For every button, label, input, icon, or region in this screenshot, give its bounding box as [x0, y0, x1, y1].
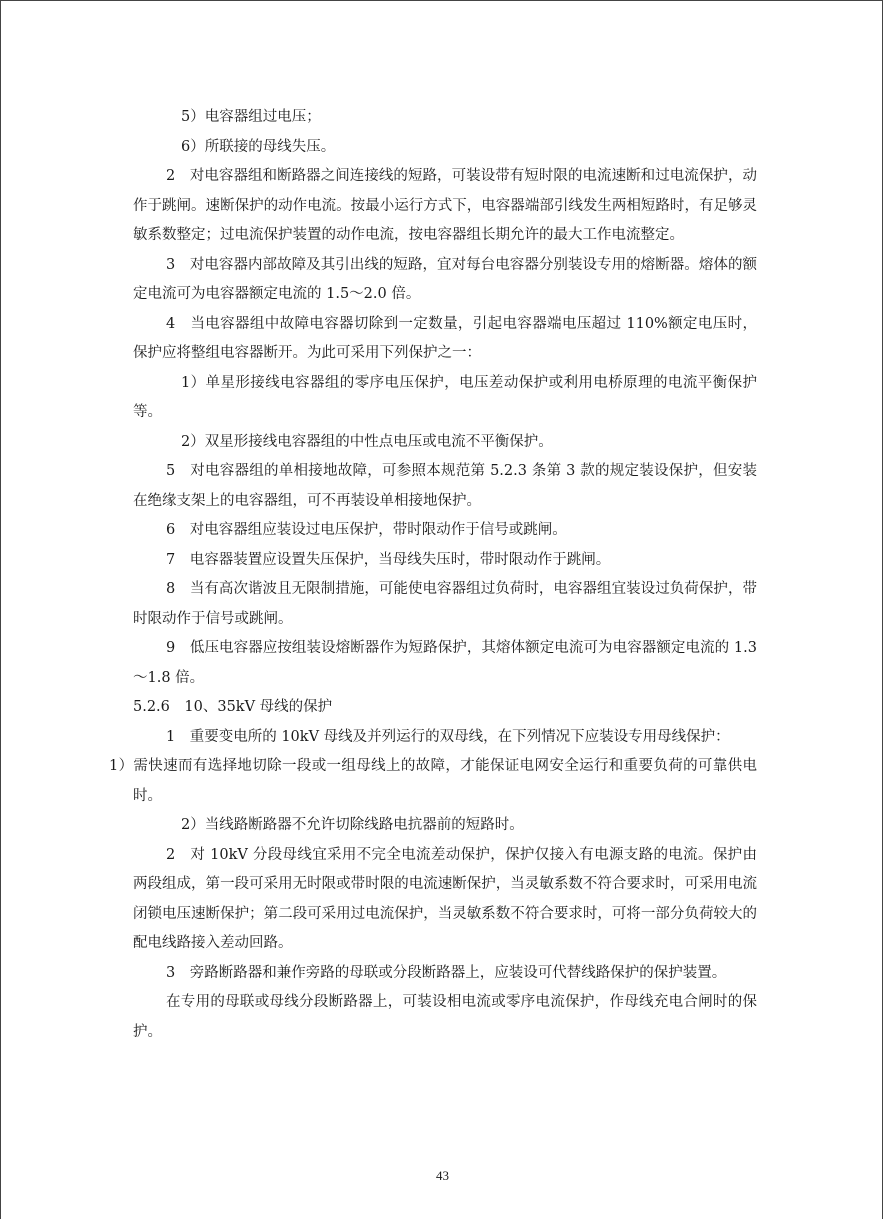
clause-paragraph: 9 低压电容器应按组装设熔断器作为短路保护，其熔体额定电流可为电容器额定电流的 1.3～1.8 倍。 [133, 640, 757, 686]
list-item: 6）所联接的母线失压。 [181, 138, 336, 155]
clause-paragraph: 3 对电容器内部故障及其引出线的短路，宜对每台电容器分别装设专用的熔断器。熔体的额定电流可为电容器额定电流的 1.5～2.0 倍。 [133, 256, 757, 302]
list-item: 1）单星形接线电容器组的零序电压保护，电压差动保护或利用电桥原理的电流平衡保护等。 [133, 374, 757, 420]
page-number: 43 [436, 1168, 449, 1183]
clause-paragraph: 在专用的母联或母线分段断路器上，可装设相电流或零序电流保护，作母线充电合闸时的保护。 [133, 994, 757, 1040]
list-item: 1）需快速而有选择地切除一段或一组母线上的故障，才能保证电网安全运行和重要负荷的可靠供电时。 [109, 758, 757, 804]
list-item: 5）电容器组过电压； [181, 109, 321, 125]
clause-paragraph: 2 对 10kV 分段母线宜采用不完全电流差动保护，保护仅接入有电源支路的电流。保护由两段组成，第一段可采用无时限或带时限的电流速断保护，当灵敏系数不符合要求时，可采用电流闭锁电压速断保护；第二段可采用过电流保护，当灵敏系数不符合要求时，可将一部分负荷较大的配电线路接入差动回路。 [133, 846, 757, 951]
clause-paragraph: 5 对电容器组的单相接地故障，可参照本规范第 5.2.3 条第 3 款的规定装设保护，但安装在绝缘支架上的电容器组，可不再装设单相接地保护。 [133, 463, 757, 509]
clause-paragraph: 8 当有高次谐波且无限制措施，可能使电容器组过负荷时，电容器组宜装设过负荷保护，带时限动作于信号或跳闸。 [133, 581, 757, 627]
list-item: 2）双星形接线电容器组的中性点电压或电流不平衡保护。 [181, 433, 553, 450]
list-item: 2）当线路断路器不允许切除线路电抗器前的短路时。 [181, 817, 524, 833]
clause-paragraph: 6 对电容器组应装设过电压保护，带时限动作于信号或跳闸。 [166, 522, 567, 538]
clause-paragraph: 3 旁路断路器和兼作旁路的母联或分段断路器上，应装设可代替线路保护的保护装置。 [166, 964, 727, 981]
section-heading: 5.2.6 10、35kV 母线的保护 [133, 699, 333, 715]
document-body [109, 103, 757, 1047]
clause-paragraph: 1 重要变电所的 10kV 母线及并列运行的双母线，在下列情况下应装设专用母线保护： [166, 728, 730, 745]
clause-paragraph: 2 对电容器组和断路器之间连接线的短路，可装设带有短时限的电流速断和过电流保护，动作于跳闸。速断保护的动作电流。按最小运行方式下，电容器端部引线发生两相短路时，有足够灵敏系数整定；过电流保护装置的动作电流，按电容器组长期允许的最大工作电流整定。 [133, 168, 757, 243]
clause-paragraph: 4 当电容器组中故障电容器切除到一定数量，引起电容器端电压超过 110%额定电压时，保护应将整组电容器断开。为此可采用下列保护之一： [133, 315, 757, 361]
clause-paragraph: 7 电容器装置应设置失压保护，当母线失压时，带时限动作于跳闸。 [166, 551, 611, 568]
